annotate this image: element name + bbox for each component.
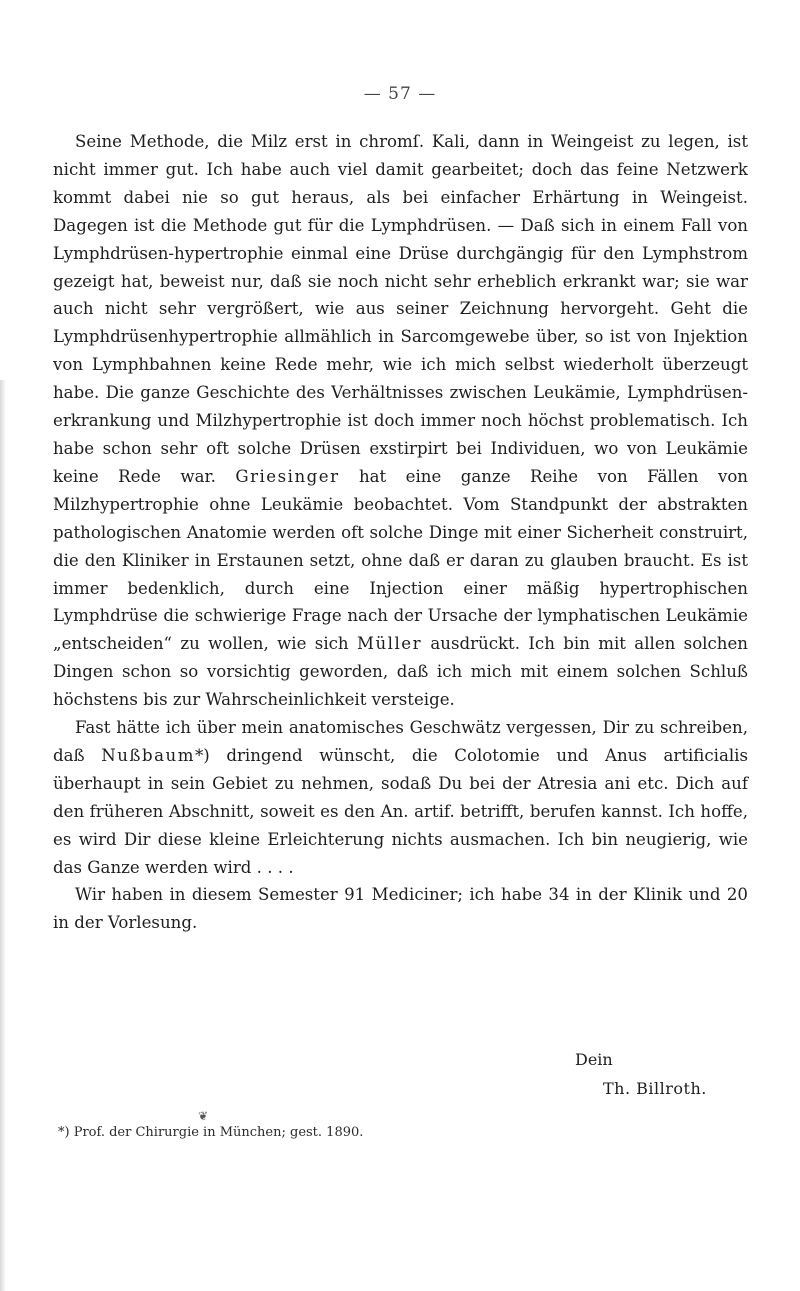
text-run: Seine Methode, die Milz erst in chromſ. Kali, dann in Weingeist zu legen, ist nicht immer gut. Ich habe auch viel damit gearbeitet; doch das feine Netzwerk kommt dabei nie so gut heraus, als bei einfacher Erhärtung in Weingeist. Dagegen ist die Methode gut für die Lymphdrüsen. — Daß sich in einem Fall von Lymphdrüsen-hypertrophie einmal eine Drüse durchgängig für den Lymphstrom gezeigt hat, beweist nur, daß sie noch nicht sehr erheblich erkrankt war; sie war auch nicht sehr vergrößert, wie aus seiner Zeichnung hervorgeht. Geht die Lymphdrüsenhypertrophie allmählich in Sarcomgewebe über, so ist von Injektion von Lymphbahnen keine Rede mehr, wie ich mich selbst wiederholt überzeugt habe. Die ganze Geschichte des Verhältnisses zwischen Leukämie, Lymphdrüsen-erkrankung und Milzhypertrophie ist doch immer noch höchst problematisch. Ich habe schon sehr oft solche Drüsen exstirpirt bei Individuen, wo von Leukämie keine Rede war.	[53, 132, 748, 486]
page-edge-shadow	[0, 380, 6, 1291]
text-run: *) dringend wünscht, die Colotomie und Anus artificialis überhaupt in sein Gebiet zu nehmen, sodaß Du bei der Atresia ani etc. Dich auf den früheren Abschnitt, soweit es den An. artif. betrifft, berufen kannst. Ich hoffe, es wird Dir diese kleine Erleichterung nichts ausmachen. Ich bin neugierig, wie das Ganze werden wird . . . .	[53, 745, 748, 877]
signature: Th. Billroth.	[603, 1079, 707, 1098]
text-run: Fast hätte ich über mein anatomisches Geschwätz vergessen, Dir zu schreiben, daß	[53, 718, 748, 765]
text-run: hat eine ganze Reihe von Fällen von Milzhypertrophie ohne Leukämie beobachtet. Vom Standpunkt der abstrakten pathologischen Anatomie werden oft solche Dinge mit einer Sicherheit construirt, die den Kliniker in Erstaunen setzt, ohne daß er daran zu glauben braucht. Es ist immer bedenklich, durch eine Injection einer mäßig hypertrophischen Lymphdrüse die schwierige Frage nach der Ursache der lymphatischen Leukämie „entscheiden“ zu wollen, wie sich	[53, 466, 748, 654]
footnote-ornament-icon: ❦	[198, 1109, 209, 1123]
footnote: *) Prof. der Chirurgie in München; gest. 1890.	[58, 1125, 364, 1140]
paragraph-semester	[53, 881, 748, 937]
closing-greeting: Dein	[575, 1050, 613, 1069]
text-run: Wir haben in diesem Semester 91 Mediciner; ich habe 34 in der Klinik und 20 in der Vorlesung.	[53, 885, 748, 933]
emphasized-name: Müller	[356, 634, 423, 654]
emphasized-name: Griesinger	[235, 466, 340, 486]
paragraph-nussbaum	[53, 714, 748, 881]
page-number: — 57 —	[363, 84, 437, 104]
emphasized-name: Nußbaum	[101, 745, 195, 765]
paragraph-milz-methode	[53, 128, 748, 714]
letter-body	[53, 128, 748, 937]
text-run: ausdrückt. Ich bin mit allen solchen Dingen schon so vorsichtig geworden, daß ich mich mit einem solchen Schluß höchstens bis zur Wahrscheinlichkeit versteige.	[53, 634, 748, 710]
